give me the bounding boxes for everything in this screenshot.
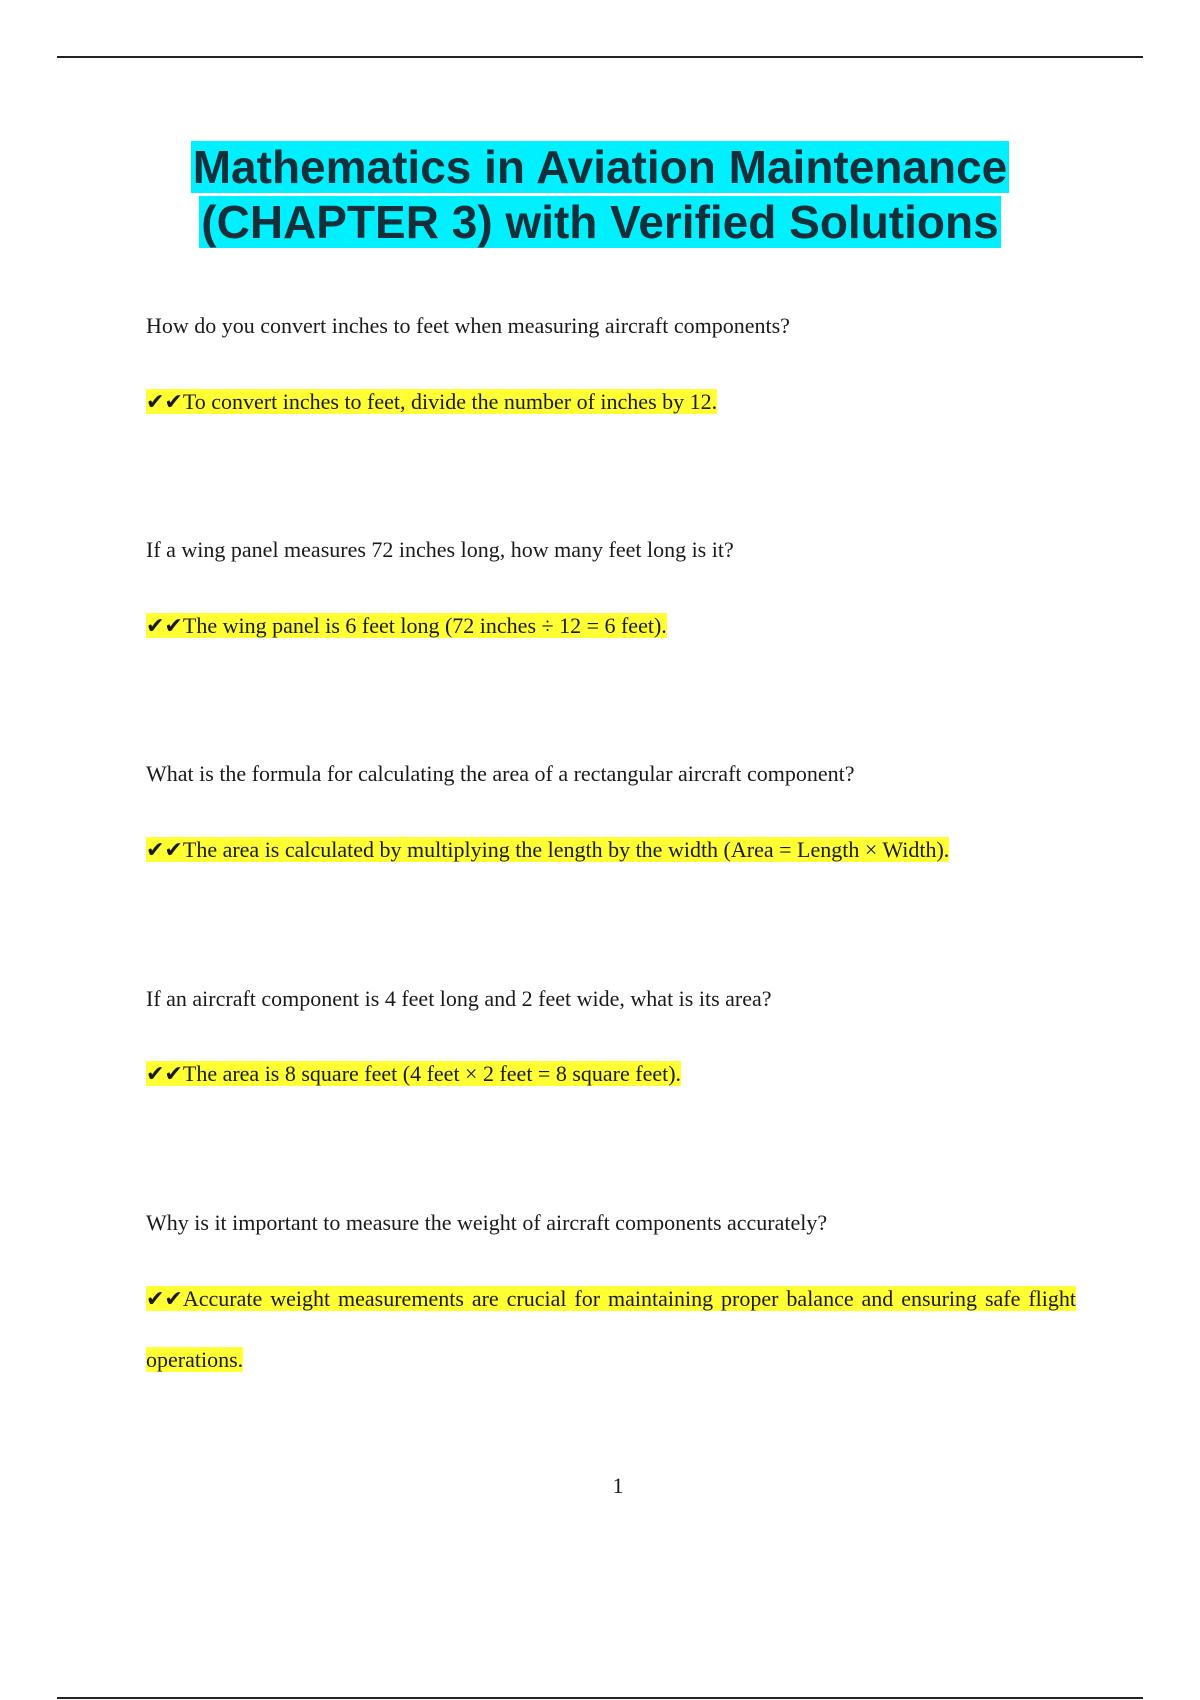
answer-text: The area is calculated by multiplying the length by the width (Area = Length × Width). xyxy=(182,837,950,862)
document-title xyxy=(0,140,1200,250)
answer-3 xyxy=(146,836,949,864)
check-icon: ✔✔ xyxy=(146,837,183,862)
check-icon: ✔✔ xyxy=(146,1061,183,1086)
check-icon: ✔✔ xyxy=(146,389,183,414)
top-rule xyxy=(57,56,1143,58)
bottom-rule xyxy=(57,1697,1143,1699)
page-number: 1 xyxy=(612,1473,624,1498)
answer-text: The wing panel is 6 feet long (72 inches ÷ 12 = 6 feet). xyxy=(182,613,667,638)
question-2: If a wing panel measures 72 inches long, how many feet long is it? xyxy=(146,537,734,562)
question-5: Why is it important to measure the weight of aircraft components accurately? xyxy=(146,1210,828,1235)
question-1: How do you convert inches to feet when measuring aircraft components? xyxy=(146,313,790,338)
check-icon: ✔✔ xyxy=(146,613,183,638)
question-3: What is the formula for calculating the area of a rectangular aircraft component? xyxy=(146,761,855,786)
answer-text: The area is 8 square feet (4 feet × 2 feet = 8 square feet). xyxy=(182,1061,682,1086)
answer-1 xyxy=(146,388,717,416)
answer-text: To convert inches to feet, divide the number of inches by 12. xyxy=(182,389,718,414)
title-line-1: Mathematics in Aviation Maintenance xyxy=(192,141,1008,193)
answer-text: Accurate weight measurements are crucial for maintaining proper balance and ensuring safe flight operations. xyxy=(146,1286,1076,1372)
answer-5 xyxy=(146,1268,1076,1390)
title-line-2: (CHAPTER 3) with Verified Solutions xyxy=(201,196,999,248)
answer-4 xyxy=(146,1060,681,1088)
check-icon: ✔✔ xyxy=(146,1286,183,1311)
answer-2 xyxy=(146,612,667,640)
question-4: If an aircraft component is 4 feet long and 2 feet wide, what is its area? xyxy=(146,986,772,1011)
